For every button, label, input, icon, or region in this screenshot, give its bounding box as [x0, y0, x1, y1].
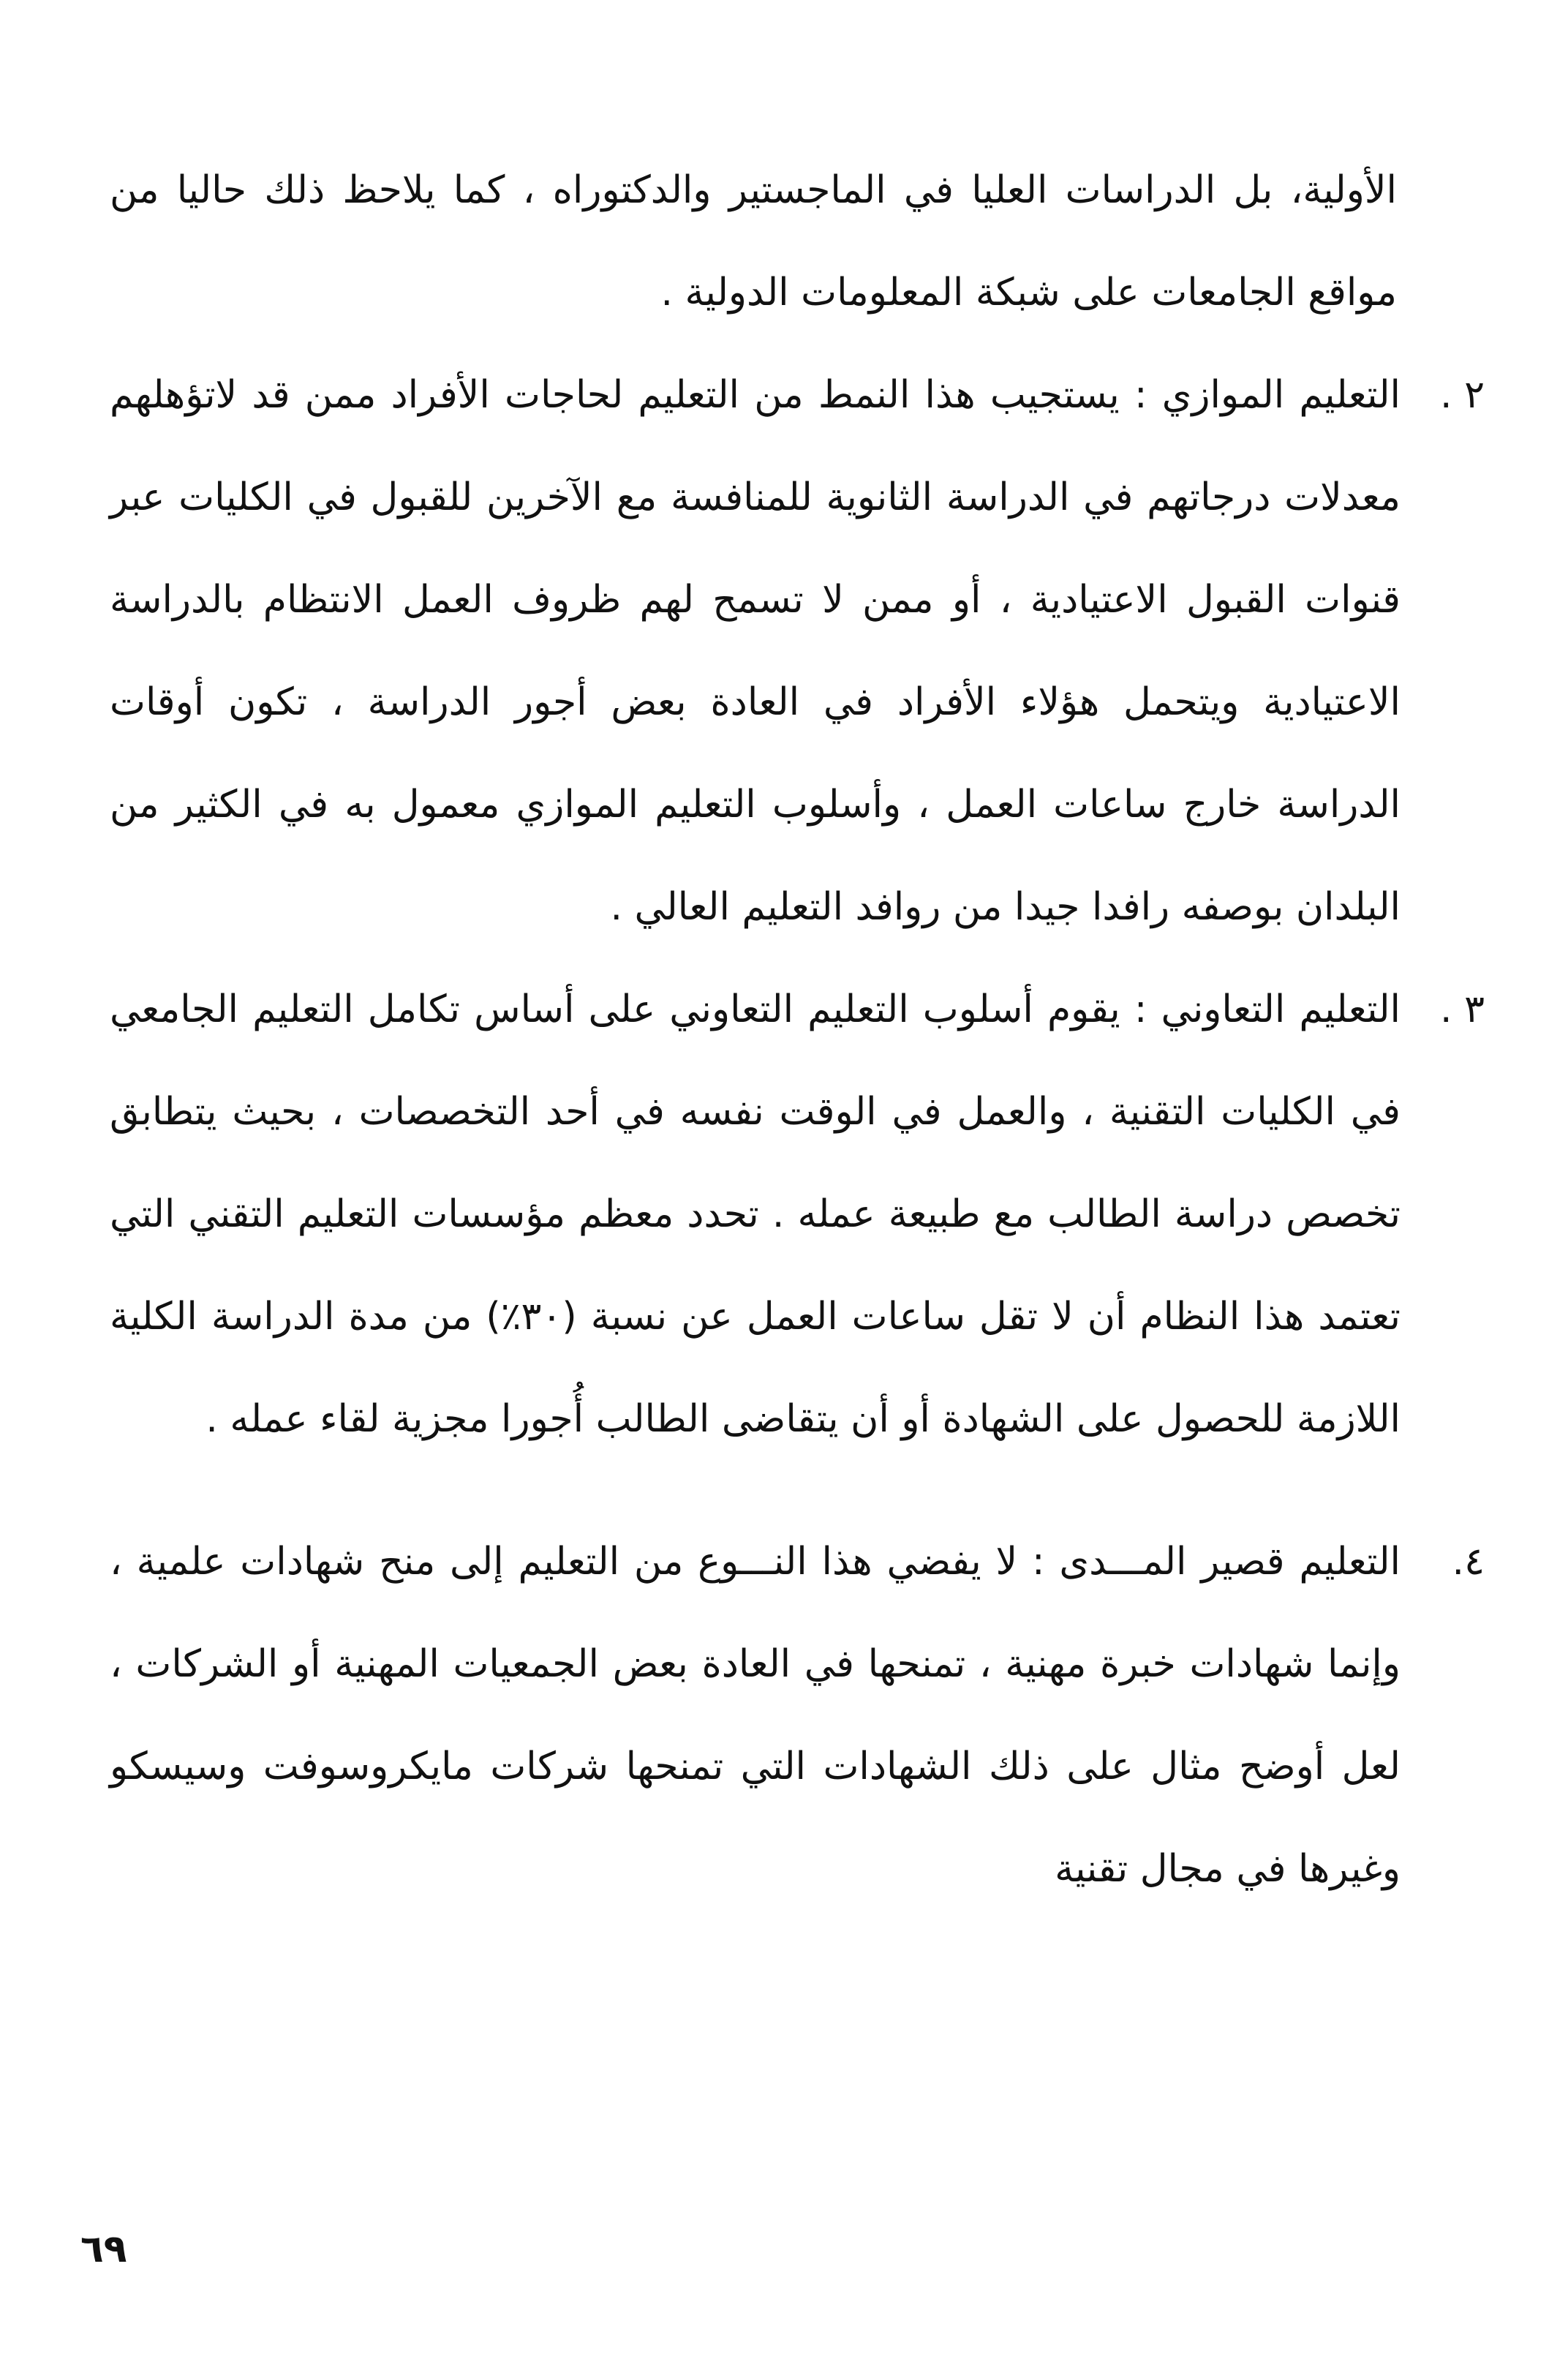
list-item-number: ٤. [1452, 1540, 1485, 1584]
continued-paragraph: الأولية، بل الدراسات العليا في الماجستير والدكتوراه ، كما يلاحظ ذلك حاليا من مواقع الجامعات على شبكة المعلومات الدولية . [110, 168, 1397, 315]
list-item-text: التعليم الموازي : يستجيب هذا النمط من التعليم لحاجات الأفراد ممن قد لاتؤهلهم معدلات درجاتهم في الدراسة الثانوية للمنافسة مع الآخرين للقبول في الكليات عبر قنوات القبول الاعتيادية ، أو ممن لا تسمح لهم ظروف العمل الانتظام بالدراسة الاعتيادية ويتحمل هؤلاء الأفراد في العادة بعض أجور الدراسة ، تكون أوقات الدراسة خارج ساعات العمل ، وأسلوب التعليم الموازي معمول به في الكثير من البلدان بوصفه رافدا جيدا من روافد التعليم العالي . [110, 373, 1401, 929]
numbered-list [110, 344, 1485, 1920]
list-item-cooperative-education [110, 958, 1485, 1470]
list-item-number: ٢ . [1440, 373, 1485, 417]
list-item-text: التعليم التعاوني : يقوم أسلوب التعليم التعاوني على أساس تكامل التعليم الجامعي في الكليات التقنية ، والعمل في الوقت نفسه في أحد التخصصات ، بحيث يتطابق تخصص دراسة الطالب مع طبيعة عمله . تحدد معظم مؤسسات التعليم التقني التي تعتمد هذا النظام أن لا تقل ساعات العمل عن نسبة (٣٠٪) من مدة الدراسة الكلية اللازمة للحصول على الشهادة أو أن يتقاضى الطالب أُجورا مجزية لقاء عمله . [110, 988, 1401, 1441]
list-item-short-term-education [110, 1511, 1485, 1920]
list-item-parallel-education [110, 344, 1485, 958]
page-number: ٦٩ [80, 2227, 127, 2271]
list-item-text: التعليم قصير المـــدى : لا يفضي هذا النـــوع من التعليم إلى منح شهادات علمية ، وإنما شهادات خبرة مهنية ، تمنحها في العادة بعض الجمعيات المهنية أو الشركات ، لعل أوضح مثال على ذلك الشهادات التي تمنحها شركات مايكروسوفت وسيسكو وغيرها في مجال تقنية [110, 1540, 1401, 1891]
list-item-number: ٣ . [1440, 988, 1485, 1031]
